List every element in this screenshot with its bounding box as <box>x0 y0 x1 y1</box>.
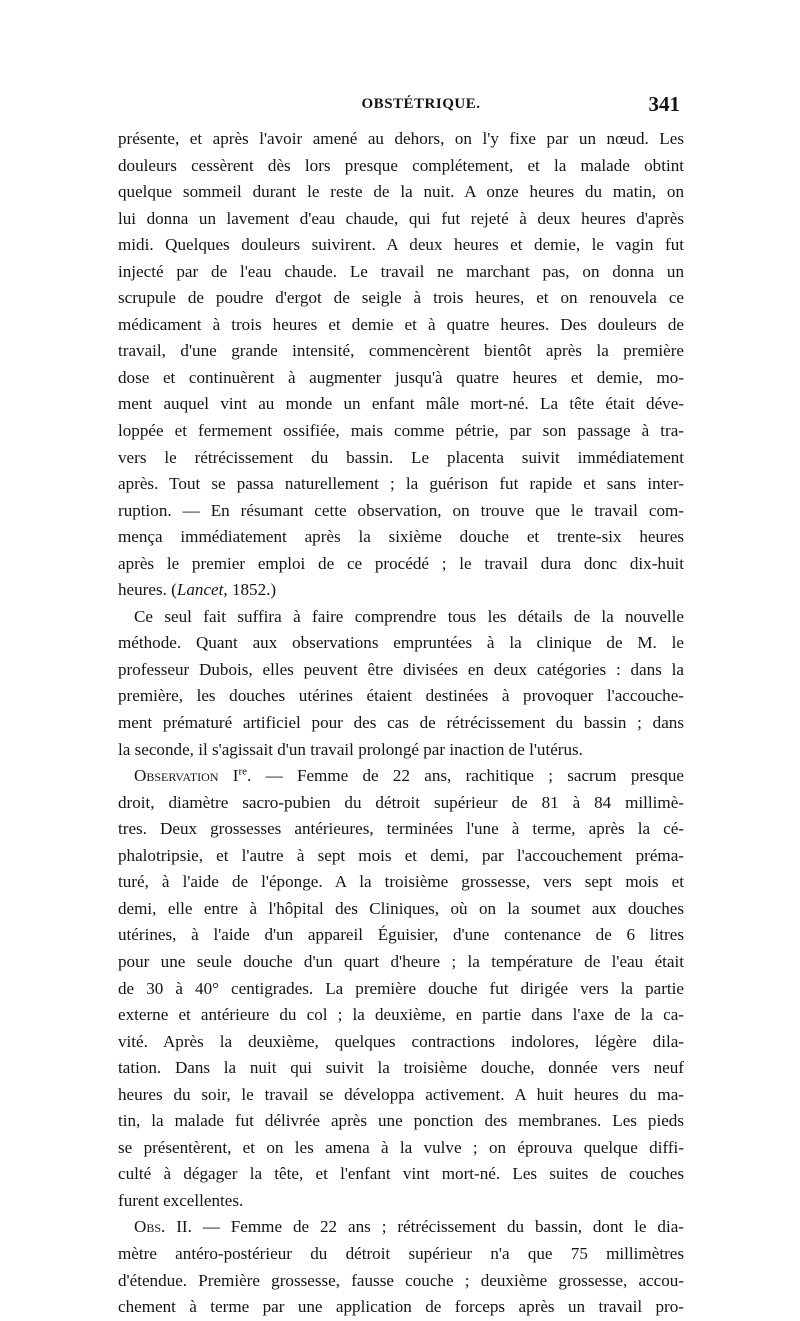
text-line: heures du soir, le travail se développa activement. A huit heures du ma- <box>118 1084 684 1104</box>
text-line: scrupule de poudre d'ergot de seigle à trois heures, et on renouvela ce <box>118 288 684 308</box>
observation-number: I <box>232 766 239 786</box>
text-line: professeur Dubois, elles peuvent être divisées en deux catégories : dans la <box>118 659 684 679</box>
observation-label: Observation <box>134 766 219 786</box>
citation-prefix: heures. ( <box>118 580 177 600</box>
text-line: tation. Dans la nuit qui suivit la troisième douche, donnée vers neuf <box>118 1058 684 1078</box>
text-line: tres. Deux grossesses antérieures, terminées l'une à terme, après la cé- <box>118 819 684 839</box>
text-line: dose et continuèrent à augmenter jusqu'à quatre heures et demie, mo- <box>118 367 684 387</box>
text-line: mètre antéro-postérieur du détroit supérieur n'a que 75 millimètres <box>118 1243 684 1263</box>
text-line: ment auquel vint au monde un enfant mâle mort-né. La tête était déve- <box>118 394 684 414</box>
text-line: droit, diamètre sacro-pubien du détroit supérieur de 81 à 84 millimè- <box>118 792 684 812</box>
text-line: chement à terme par une application de forceps après un travail pro- <box>118 1297 684 1317</box>
text-line: ment prématuré artificiel pour des cas de rétrécissement du bassin ; dans <box>118 713 684 733</box>
book-page <box>118 92 684 1321</box>
text-line: externe et antérieure du col ; la deuxième, en partie dans l'axe de la ca- <box>118 1005 684 1025</box>
text-line: midi. Quelques douleurs suivirent. A deux heures et demie, le vagin fut <box>118 235 684 255</box>
text-line: lui donna un lavement d'eau chaude, qui fut rejeté à deux heures d'après <box>118 208 684 228</box>
observation-first-line: — Femme de 22 ans ; rétrécissement du bassin, dont le dia- <box>191 1217 685 1237</box>
observation-heading-line <box>118 1214 684 1241</box>
text-line: douleurs cessèrent dès lors presque complétement, et la malade obtint <box>118 155 684 175</box>
text-line: mença immédiatement après la sixième douche et trente-six heures <box>118 527 684 547</box>
text-line: injecté par de l'eau chaude. Le travail ne marchant pas, on donna un <box>118 261 684 281</box>
text-line: présente, et après l'avoir amené au dehors, on l'y fixe par un nœud. Les <box>118 129 684 148</box>
text-line: phalotripsie, et l'autre à sept mois et demi, par l'accouchement préma- <box>118 845 684 865</box>
observation-label: Obs. II. <box>134 1217 192 1237</box>
text-line: quelque sommeil durant le reste de la nuit. A onze heures du matin, on <box>118 182 684 202</box>
text-line: utérines, à l'aide d'un appareil Éguisier, d'une contenance de 6 litres <box>118 925 684 945</box>
citation-line <box>118 577 684 604</box>
text-line: méthode. Quant aux observations empruntées à la clinique de M. le <box>118 633 684 653</box>
running-head <box>118 92 684 126</box>
text-line: après. Tout se passa naturellement ; la guérison fut rapide et sans inter- <box>118 474 684 494</box>
text-line: Ce seul fait suffira à faire comprendre tous les détails de la nouvelle <box>134 606 684 626</box>
citation-source: Lancet, <box>176 580 228 600</box>
text-line: la seconde, il s'agissait d'un travail prolongé par inaction de l'utérus. <box>118 739 583 759</box>
text-line: turé, à l'aide de l'éponge. A la troisième grossesse, vers sept mois et <box>118 872 684 892</box>
text-line: ruption. — En résumant cette observation, on trouve que le travail com- <box>118 500 684 520</box>
text-line: demi, elle entre à l'hôpital des Cliniques, où on la soumet aux douches <box>118 898 684 918</box>
text-line: travail, d'une grande intensité, commencèrent bientôt après la première <box>118 341 684 361</box>
text-line: après le premier emploi de ce procédé ; le travail dura donc dix-huit <box>118 553 684 573</box>
observation-number-sup: re <box>238 765 248 778</box>
text-line: d'étendue. Première grossesse, fausse couche ; deuxième grossesse, accou- <box>118 1270 684 1290</box>
page-number: 341 <box>648 92 680 116</box>
text-line: vité. Après la deuxième, quelques contractions indolores, légère dila- <box>118 1031 684 1051</box>
text-line: première, les douches utérines étaient destinées à provoquer l'accouche- <box>118 686 684 706</box>
running-title: OBSTÉTRIQUE. <box>361 96 481 112</box>
observation-heading-line <box>118 763 684 790</box>
text-line: vers le rétrécissement du bassin. Le placenta suivit immédiatement <box>118 447 684 467</box>
text-line: culté à dégager la tête, et l'enfant vint mort-né. Les suites de couches <box>118 1164 684 1184</box>
citation-suffix: 1852.) <box>227 580 277 600</box>
text-line: tin, la malade fut délivrée après une ponction des membranes. Les pieds <box>118 1111 684 1131</box>
text-line: furent excellentes. <box>118 1190 244 1210</box>
text-line: pour une seule douche d'un quart d'heure ; la température de l'eau était <box>118 951 684 971</box>
text-line: médicament à trois heures et demie et à quatre heures. Des douleurs de <box>118 314 684 334</box>
text-line: de 30 à 40° centigrades. La première douche fut dirigée vers la partie <box>118 978 684 998</box>
body-text <box>118 126 684 1321</box>
text-line: se présentèrent, et on les amena à la vulve ; on éprouva quelque diffi- <box>118 1137 684 1157</box>
observation-first-line: . — Femme de 22 ans, rachitique ; sacrum presque <box>247 766 685 786</box>
text-line: loppée et fermement ossifiée, mais comme pétrie, par son passage à tra- <box>118 421 684 441</box>
